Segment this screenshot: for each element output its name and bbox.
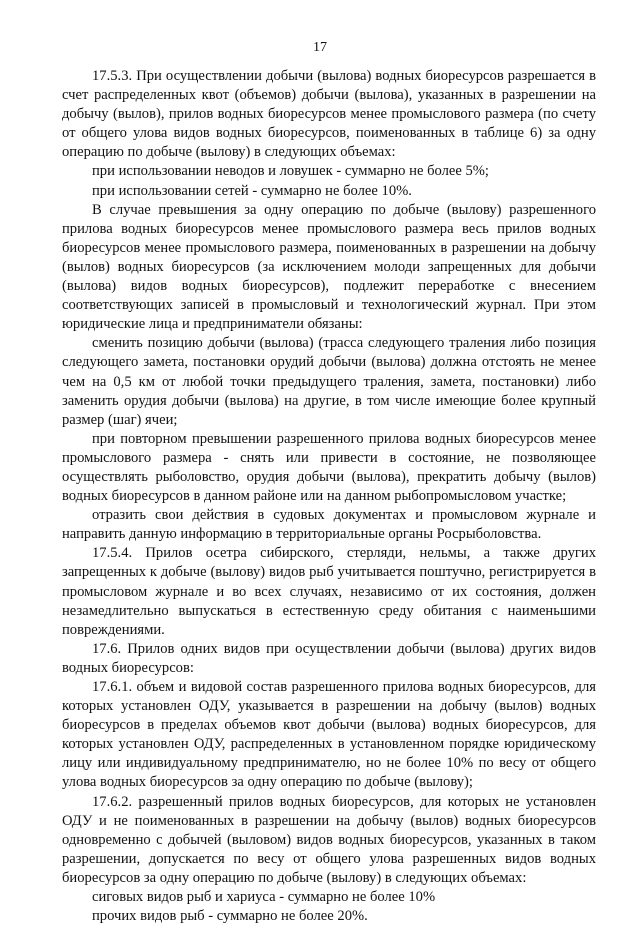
paragraph-17-6-1: 17.6.1. объем и видовой состав разрешенного прилова водных биоресурсов, для которых установлен ОДУ, указывается в разрешении на добычу (вылов) водных биоресурсов в пределах объемов квот добычи (вылова) водных биоресурсов, для которых установлен ОДУ, распределенных в установленном порядке юридическому лицу или индивидуальному предпринимателю, но не более 10% по весу от общего улова водных биоресурсов за одну операцию по добыче (вылову);: [62, 679, 596, 791]
document-body: [62, 67, 596, 926]
paragraph-record-actions: отразить свои действия в судовых документах и промысловом журнале и направить данную информацию в территориальные органы Росрыболовства.: [62, 507, 596, 543]
paragraph-nets: при использовании сетей - суммарно не более 10%.: [92, 182, 412, 199]
paragraph-seines-traps: при использовании неводов и ловушек - суммарно не более 5%;: [92, 163, 489, 180]
paragraph-other-fish: прочих видов рыб - суммарно не более 20%.: [92, 908, 368, 925]
paragraph-17-6-2: 17.6.2. разрешенный прилов водных биоресурсов, для которых не установлен ОДУ и не поименованных в разрешении на добычу (вылов) водных биоресурсов одновременно с добычей (выловом) видов водных биоресурсов, указанных в таком разрешении, допускается по весу от общего улова разрешенных видов водных биоресурсов за одну операцию по добыче (вылову) в следующих объемах:: [62, 793, 596, 886]
paragraph-repeated-excess: при повторном превышении разрешенного прилова водных биоресурсов менее промыслового размера - снять или привести в состояние, не позволяющее осуществлять рыболовство, орудия добычи (вылова), прекратить добычу (вылов) водных биоресурсов в данном районе или на данном рыбопромысловом участке;: [62, 430, 596, 505]
page-number: 17: [313, 40, 327, 55]
paragraph-whitefish: сиговых видов рыб и хариуса - суммарно не более 10%: [92, 889, 436, 906]
paragraph-17-6: 17.6. Прилов одних видов при осуществлении добычи (вылова) других видов водных биоресурсов:: [62, 640, 596, 676]
paragraph-17-5-4: 17.5.4. Прилов осетра сибирского, стерляди, нельмы, а также других запрещенных к добыче (вылову) видов рыб учитывается поштучно, регистрируется в промысловом журнале и во всех случаях, независимо от их состояния, должен незамедлительно выпускаться в естественную среду обитания с наименьшими повреждениями.: [62, 545, 596, 638]
paragraph-change-position: сменить позицию добычи (вылова) (трасса следующего траления либо позиция следующего замета, постановки орудий добычи (вылова) должна отстоять не менее чем на 0,5 км от любой точки предыдущего траления, замета, постановки) либо заменить орудия добычи (вылова) на другие, в том числе имеющие более крупный размер (шаг) ячеи;: [62, 335, 596, 428]
paragraph-excess-bycatch: В случае превышения за одну операцию по добыче (вылову) разрешенного прилова водных биоресурсов менее промыслового размера весь прилов водных биоресурсов менее промыслового размера, поименованных в разрешении на добычу (вылов) водных биоресурсов (за исключением молоди запрещенных для добычи (вылова) видов водных биоресурсов), подлежит переработке с внесением соответствующих записей в промысловый и технологический журнал. При этом юридические лица и предприниматели обязаны:: [62, 201, 596, 333]
paragraph-17-5-3: 17.5.3. При осуществлении добычи (вылова) водных биоресурсов разрешается в счет распределенных квот (объемов) добычи (вылова), указанных в разрешении на добычу (вылов), прилов водных биоресурсов менее промыслового размера (по счету от общего улова видов водных биоресурсов, поименованных в таблице 6) за одну операцию по добыче (вылову) в следующих объемах:: [62, 68, 596, 161]
